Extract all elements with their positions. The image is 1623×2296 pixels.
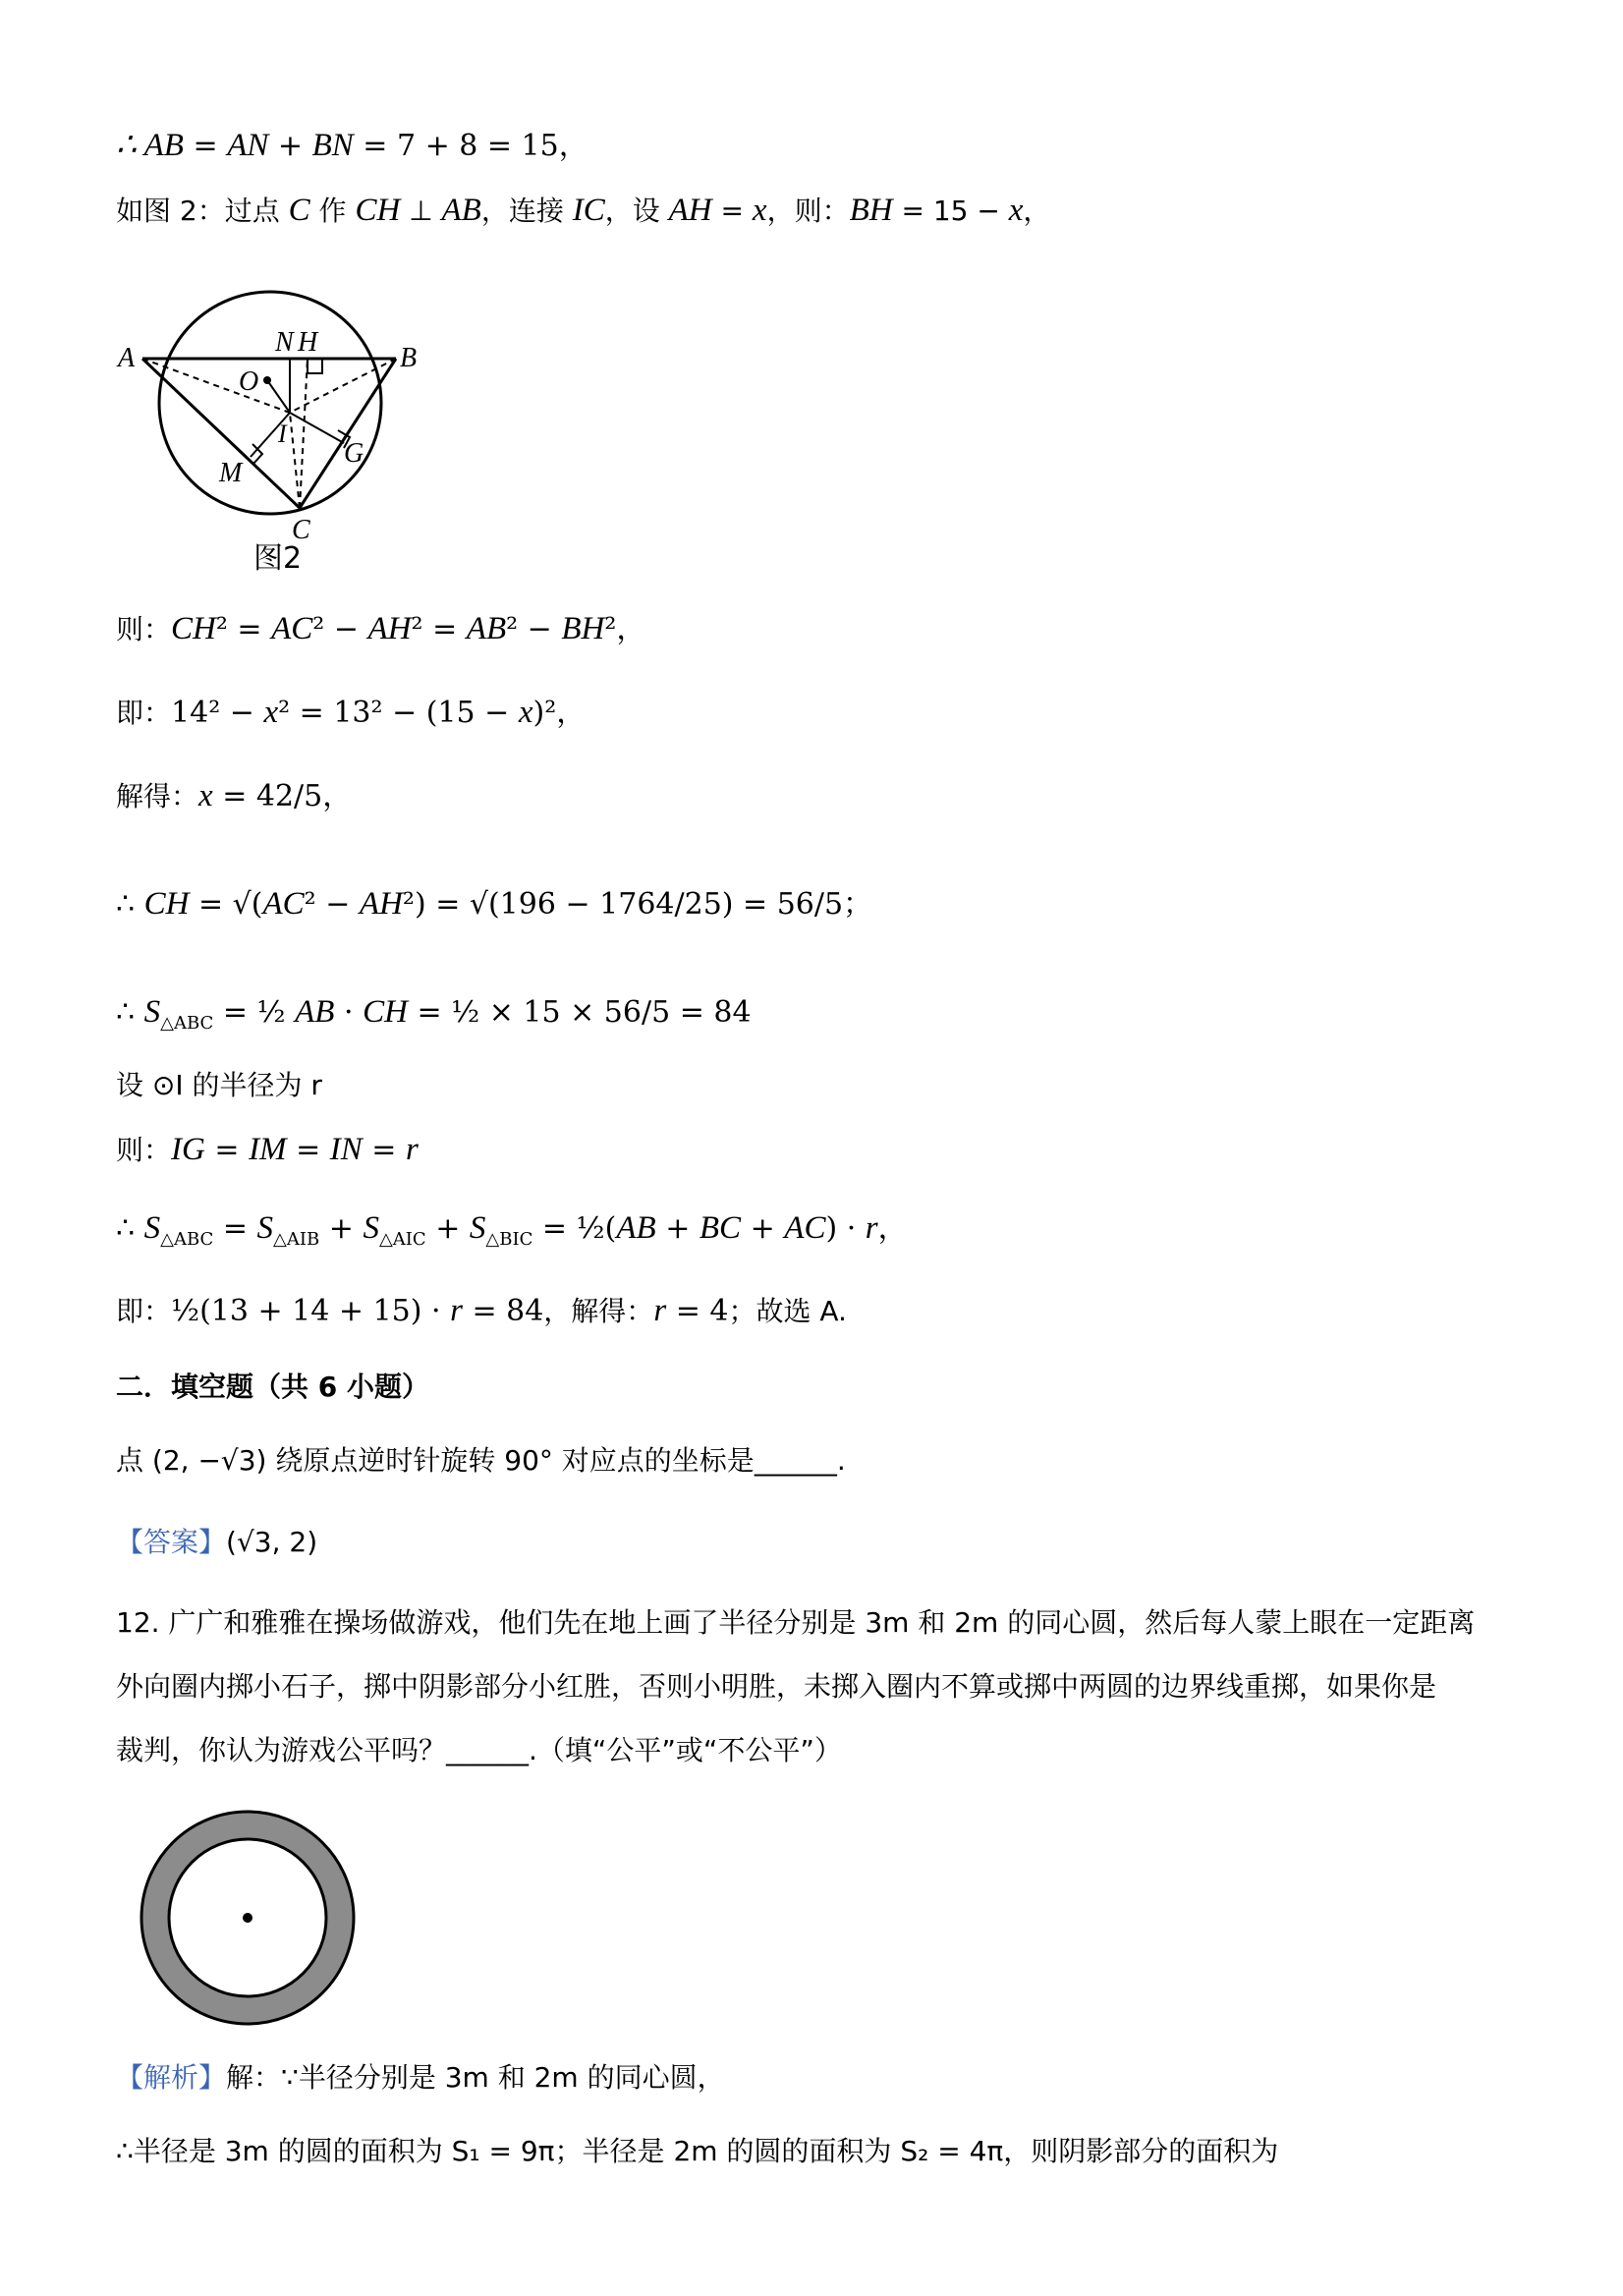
concentric-circles-figure — [133, 1803, 364, 2034]
answer-11-value: (√3, 2) — [226, 1526, 318, 1558]
analysis-line-1 — [116, 2056, 725, 2100]
section-title: 二．填空题（共 6 小题） — [116, 1371, 429, 1403]
analysis-line-2: ∴半径是 3m 的圆的面积为 S₁ = 9π；半径是 2m 的圆的面积为 S₂ = 4π，则阴影部分的面积为 — [116, 2135, 1279, 2167]
question-12-line-2: 外向圈内掷小石子，掷中阴影部分小红胜，否则小明胜，未掷入圈内不算或掷中两圆的边界线重掷，如果你是 — [116, 1670, 1437, 1703]
figure-2-caption: 图2 — [253, 541, 303, 576]
line-9: 则：IG = IM = IN = r — [116, 1132, 419, 1167]
line-3: 则：CH² = AC² − AH² = AB² − BH²， — [116, 611, 646, 646]
label-b: B — [400, 343, 418, 373]
center-point — [243, 1913, 252, 1923]
label-m: M — [219, 458, 243, 488]
dashed-ci — [290, 413, 300, 508]
line-7: ∴ $S_{\triangle ABC}$ = ½ AB · CH = ½ × 15 × 56/5 = 84 — [116, 994, 752, 1034]
line-4: 即：14² − x² = 13² − (15 − x)²， — [116, 695, 587, 730]
question-12-line-1: 12. 广广和雅雅在操场做游戏，他们先在地上画了半径分别是 3m 和 2m 的同心圆，然后每人蒙上眼在一定距离 — [116, 1606, 1476, 1639]
label-n: N — [275, 327, 294, 358]
line-5: 解得：x = 42/5， — [116, 778, 353, 813]
analysis-tag: 【解析】 — [116, 2061, 227, 2094]
line-2: 如图 2：过点 C 作 CH ⊥ AB，连接 IC，设 AH = x，则：BH = 15 − x， — [116, 193, 1051, 228]
figure-2-diagram — [113, 251, 437, 545]
label-h: H — [298, 327, 318, 358]
side-bc — [300, 359, 396, 508]
answer-tag: 【答案】 — [116, 1526, 227, 1558]
question-11: 点 (2, −√3) 绕原点逆时针旋转 90° 对应点的坐标是______. — [116, 1444, 846, 1477]
label-g: G — [344, 438, 364, 469]
label-i: I — [278, 420, 287, 448]
line-8: 设 ⊙I 的半径为 r — [116, 1069, 322, 1101]
question-12-line-3: 裁判，你认为游戏公平吗？______.（填“公平”或“不公平”） — [116, 1734, 842, 1766]
answer-11 — [116, 1521, 317, 1564]
line-11: 即：½(13 + 14 + 15) · r = 84，解得：r = 4；故选 A. — [116, 1293, 847, 1328]
line-6: ∴ CH = √(AC² − AH²) = √(196 − 1764/25) = 56/5； — [116, 886, 873, 922]
label-a: A — [118, 343, 136, 373]
line-1: ∴ AB = AN + BN = 7 + 8 = 15， — [116, 128, 588, 163]
label-c: C — [292, 515, 310, 545]
dashed-ai — [142, 359, 290, 413]
right-angle-h — [308, 359, 322, 373]
dashed-ch — [300, 359, 308, 508]
label-o: O — [239, 366, 259, 397]
segment-ig — [290, 413, 344, 443]
line-10: ∴ $S_{\triangle ABC} = S_{\triangle AIB} + S_{\triangle AIC} + S_{\triangle BIC}$ = ½(AB + BC + AC) · r， — [116, 1210, 908, 1250]
analysis-text-1: 解：∵半径分别是 3m 和 2m 的同心圆， — [226, 2061, 725, 2094]
